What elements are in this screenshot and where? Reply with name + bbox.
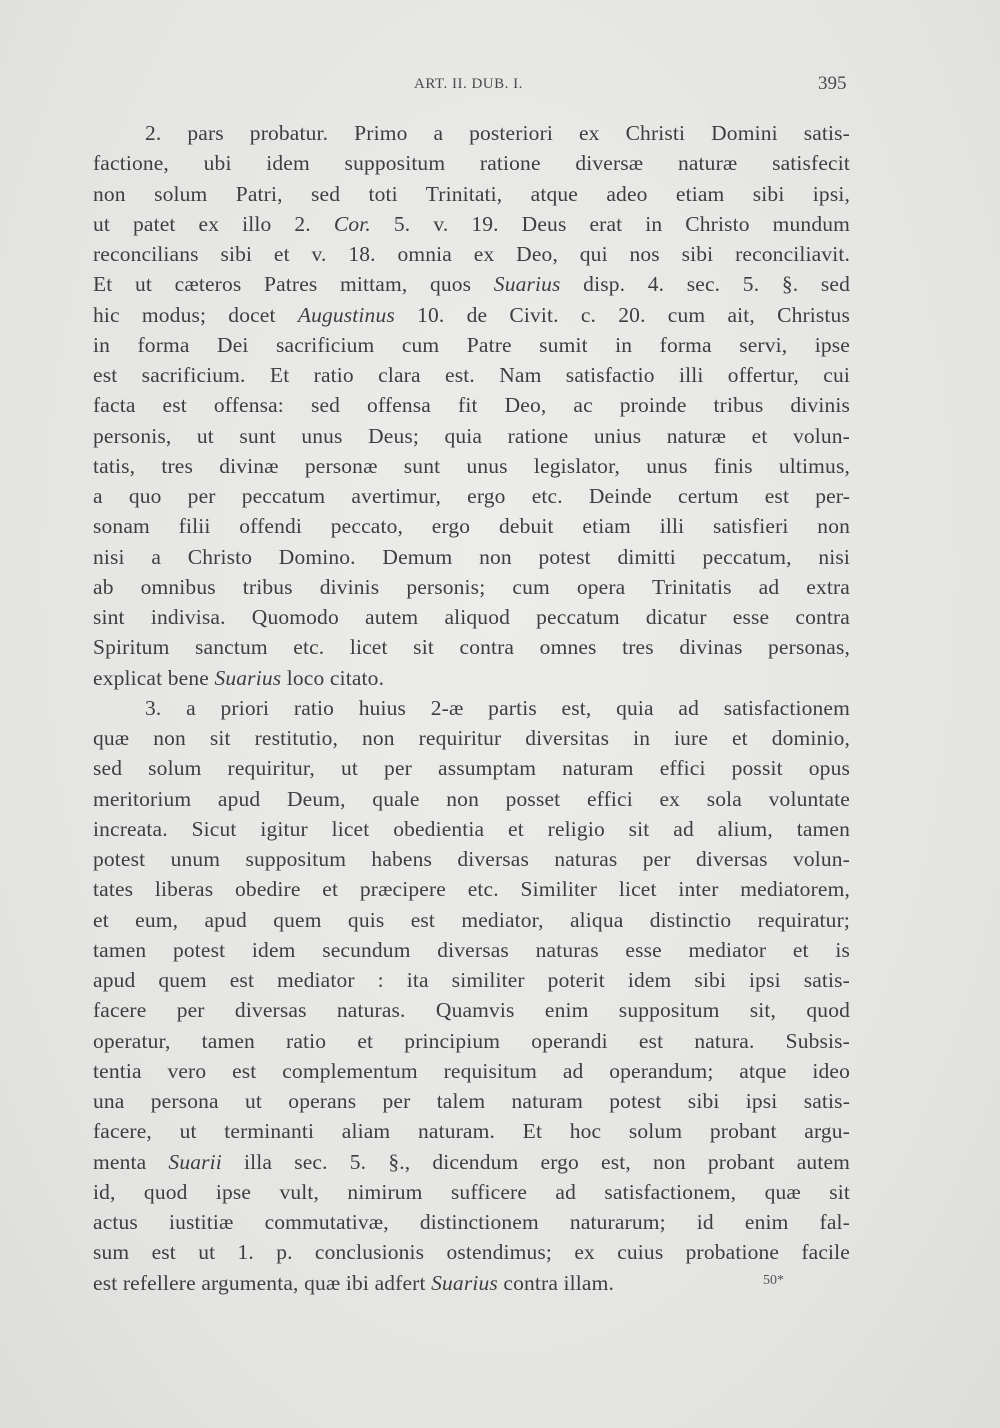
page-number: 395 <box>818 73 847 94</box>
text-segment: sum est ut 1. p. conclusionis ostendimus; ex cuius probatione facile <box>93 1240 850 1265</box>
text-line <box>93 118 850 148</box>
text-line <box>93 511 850 541</box>
signature-mark: 50* <box>763 1273 784 1288</box>
text-line <box>93 965 850 995</box>
text-segment: sint indivisa. Quomodo autem aliquod peccatum dicatur esse contra <box>93 605 850 629</box>
text-line <box>93 784 850 814</box>
text-line <box>93 209 850 239</box>
text-line <box>93 1147 850 1177</box>
text-line <box>93 1177 850 1207</box>
text-segment: non solum Patri, sed toti Trinitati, atque adeo etiam sibi ipsi, <box>93 181 850 206</box>
text-segment: illa sec. 5. §., dicendum ergo est, non probant autem <box>221 1149 851 1174</box>
body-text <box>93 118 850 1298</box>
text-segment: apud quem est mediator : ita similiter poterit idem sibi ipsi satis- <box>93 968 850 992</box>
text-segment: est refellere argumenta, quæ ibi adfert <box>93 1270 432 1295</box>
text-segment: contra illam. <box>497 1270 615 1295</box>
text-segment: actus iustitiæ commutativæ, distinctionem naturarum; id enim fal- <box>93 1210 850 1234</box>
text-line <box>93 1026 850 1056</box>
text-segment: a quo per peccatum avertimur, ergo etc. Deinde certum est per- <box>93 484 850 508</box>
text-line <box>93 874 850 904</box>
text-line <box>93 1056 850 1086</box>
text-line <box>93 753 850 783</box>
text-line <box>93 1116 850 1146</box>
text-segment: ut patet ex illo 2. <box>93 211 334 236</box>
text-segment: personis, ut sunt unus Deus; quia ratione unius naturæ et volun- <box>93 423 850 448</box>
text-line <box>93 1207 850 1237</box>
text-segment: reconcilians sibi et v. 18. omnia ex Deo, qui nos sibi reconciliavit. <box>93 242 850 266</box>
text-segment: est sacrificium. Et ratio clara est. Nam satisfactio illi offertur, cui <box>93 363 850 387</box>
text-segment: increata. Sicut igitur licet obedientia et religio sit ad alium, tamen <box>93 816 850 841</box>
text-line <box>93 723 850 753</box>
text-segment: disp. 4. sec. 5. §. sed <box>560 272 850 297</box>
text-segment: Et ut cæteros Patres mittam, quos <box>93 272 494 297</box>
text-line <box>93 905 850 935</box>
text-line <box>93 179 850 209</box>
running-head-title: ART. II. DUB. I. <box>414 76 523 92</box>
text-segment: facere per diversas naturas. Quamvis enim suppositum sit, quod <box>93 998 850 1023</box>
text-segment: explicat bene <box>93 665 215 690</box>
text-segment: meritorium apud Deum, quale non posset effici ex sola voluntate <box>93 786 850 811</box>
text-segment: ab omnibus tribus divinis personis; cum opera Trinitatis ad extra <box>93 574 850 599</box>
text-line <box>93 995 850 1025</box>
text-line <box>93 814 850 844</box>
text-line <box>93 1268 850 1298</box>
text-segment: factione, ubi idem suppositum ratione diversæ naturæ satisfecit <box>93 151 850 176</box>
text-line <box>93 844 850 874</box>
text-line <box>93 421 850 451</box>
text-segment: operatur, tamen ratio et principium operandi est natura. Subsis- <box>93 1028 850 1053</box>
text-segment: 3. a priori ratio huius 2-æ partis est, quia ad satisfactionem <box>145 695 850 720</box>
text-line <box>93 148 850 178</box>
text-line <box>93 269 850 299</box>
text-segment: menta <box>93 1149 169 1174</box>
italic-reference: Augustinus <box>297 302 395 327</box>
text-segment: loco citato. <box>281 665 385 690</box>
text-segment: 2. pars probatur. Primo a posteriori ex Christi Domini satis- <box>145 121 850 145</box>
text-line <box>93 935 850 965</box>
text-segment: in forma Dei sacrificium cum Patre sumit in forma servi, ipse <box>93 332 850 357</box>
text-line <box>93 632 850 662</box>
text-line <box>93 330 850 360</box>
text-segment: tatis, tres divinæ personæ sunt unus legislator, unus finis ultimus, <box>93 453 850 478</box>
text-segment: quæ non sit restitutio, non requiritur diversitas in iure et dominio, <box>93 726 850 750</box>
text-segment: et eum, apud quem quis est mediator, aliqua distinctio requiratur; <box>93 907 850 932</box>
text-line <box>93 481 850 511</box>
text-segment: facta est offensa: sed offensa fit Deo, ac proinde tribus divinis <box>93 393 850 418</box>
text-segment: nisi a Christo Domino. Demum non potest dimitti peccatum, nisi <box>93 544 850 569</box>
text-line <box>93 542 850 572</box>
text-segment: tamen potest idem secundum diversas naturas esse mediator et is <box>93 937 850 962</box>
running-head <box>0 73 1000 100</box>
text-line <box>93 572 850 602</box>
text-segment: potest unum suppositum habens diversas naturas per diversas volun- <box>93 847 850 871</box>
text-line <box>93 451 850 481</box>
italic-reference: Cor. <box>333 211 371 236</box>
text-line <box>93 602 850 632</box>
text-line <box>93 390 850 420</box>
text-segment: sed solum requiritur, ut per assumptam naturam effici possit opus <box>93 756 850 781</box>
text-segment: tentia vero est complementum requisitum ad operandum; atque ideo <box>93 1058 850 1083</box>
italic-reference: Suarius <box>493 272 561 297</box>
text-segment: hic modus; docet <box>93 302 298 327</box>
text-segment: una persona ut operans per talem naturam potest sibi ipsi satis- <box>93 1089 850 1113</box>
text-segment: 5. v. 19. Deus erat in Christo mundum <box>370 211 851 236</box>
text-line <box>93 1237 850 1267</box>
italic-reference: Suarius <box>431 1270 498 1295</box>
text-line <box>93 693 850 723</box>
text-line <box>93 300 850 330</box>
text-line <box>93 360 850 390</box>
text-segment: tates liberas obedire et præcipere etc. Similiter licet inter mediatorem, <box>93 877 850 902</box>
text-segment: 10. de Civit. c. 20. cum ait, Christus <box>394 302 850 327</box>
text-line <box>93 239 850 269</box>
italic-reference: Suarius <box>214 665 282 690</box>
text-segment: id, quod ipse vult, nimirum sufficere ad satisfactionem, quæ sit <box>93 1179 850 1204</box>
text-segment: Spiritum sanctum etc. licet sit contra omnes tres divinas personas, <box>93 635 850 660</box>
italic-reference: Suarii <box>168 1149 222 1174</box>
text-line <box>93 1086 850 1116</box>
text-segment: facere, ut terminanti aliam naturam. Et hoc solum probant argu- <box>93 1119 850 1144</box>
text-line <box>93 663 850 693</box>
text-segment: sonam filii offendi peccato, ergo debuit etiam illi satisfieri non <box>93 514 850 539</box>
